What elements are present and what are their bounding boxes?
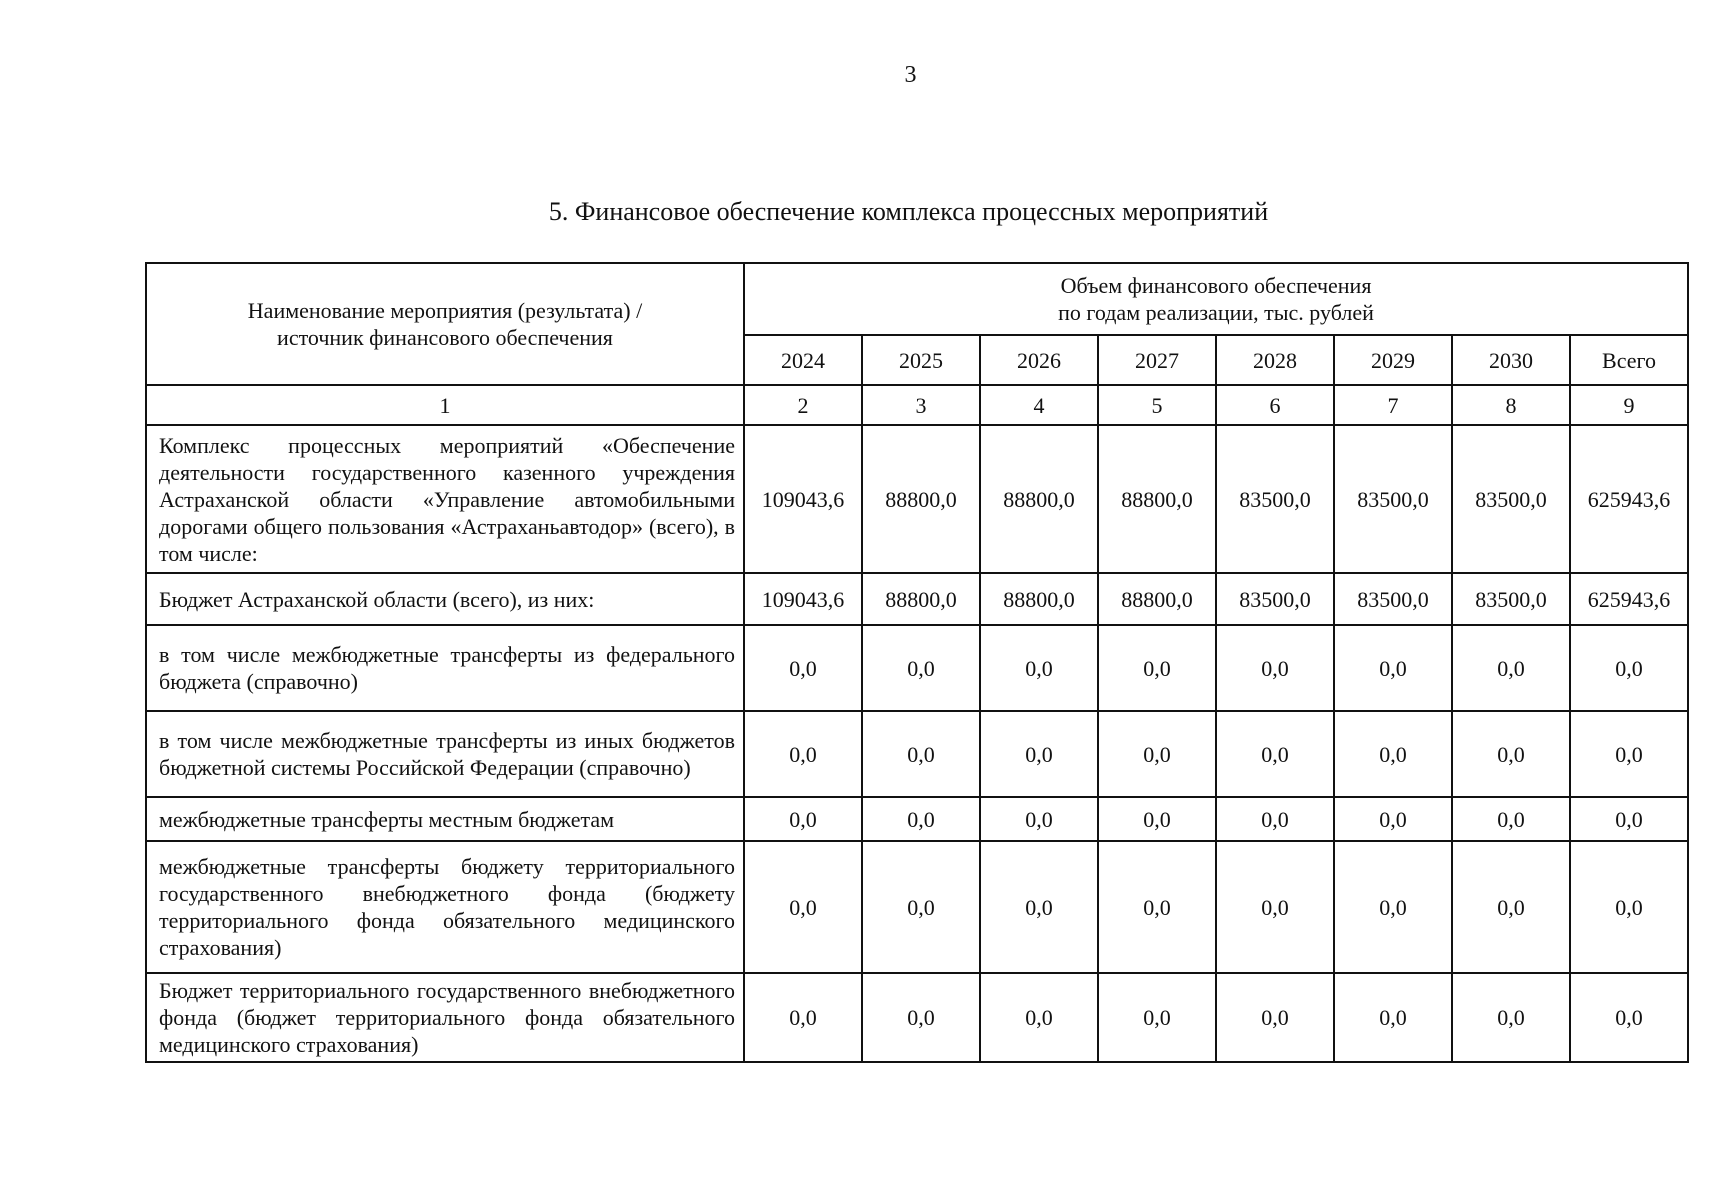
row-total: 625943,6: [1570, 425, 1688, 573]
row-value: 88800,0: [862, 573, 980, 625]
row-value: 0,0: [1216, 625, 1334, 711]
table-row: [146, 573, 1688, 625]
row-value: 0,0: [1452, 841, 1570, 973]
row-name: в том числе межбюджетные трансферты из иных бюджетов бюджетной системы Российской Федерации (справочно): [146, 711, 744, 797]
row-value: 88800,0: [1098, 573, 1216, 625]
row-value: 0,0: [862, 797, 980, 841]
row-total: 0,0: [1570, 973, 1688, 1062]
row-value: 0,0: [980, 625, 1098, 711]
row-value: 109043,6: [744, 573, 862, 625]
row-value: 0,0: [862, 841, 980, 973]
volume-header-line2: по годам реализации, тыс. рублей: [1058, 300, 1374, 325]
row-value: 0,0: [980, 841, 1098, 973]
row-value: 0,0: [862, 711, 980, 797]
row-value: 0,0: [744, 797, 862, 841]
table-row: [146, 425, 1688, 573]
row-value: 83500,0: [1334, 425, 1452, 573]
table-row: [146, 973, 1688, 1062]
year-header: 2027: [1098, 335, 1216, 385]
table-row: [146, 625, 1688, 711]
row-value: 0,0: [1452, 625, 1570, 711]
year-header: 2026: [980, 335, 1098, 385]
row-value: 83500,0: [1216, 425, 1334, 573]
row-value: 83500,0: [1334, 573, 1452, 625]
row-value: 109043,6: [744, 425, 862, 573]
section-title: 5. Финансовое обеспечение комплекса процессных мероприятий: [548, 197, 1269, 226]
row-name: Бюджет Астраханской области (всего), из них:: [146, 573, 744, 625]
financing-table: [145, 262, 1689, 1063]
row-value: 0,0: [1098, 711, 1216, 797]
row-value: 0,0: [1334, 841, 1452, 973]
column-number: 9: [1570, 385, 1688, 425]
row-value: 0,0: [1334, 797, 1452, 841]
row-name: Комплекс процессных мероприятий «Обеспечение деятельности государственного казенного учреждения Астраханской области «Управление автомобильными дорогами общего пользования «Астраханьавтодор» (всего), в том числе:: [146, 425, 744, 573]
row-total: 625943,6: [1570, 573, 1688, 625]
row-value: 0,0: [1216, 711, 1334, 797]
year-header: 2030: [1452, 335, 1570, 385]
column-number: 6: [1216, 385, 1334, 425]
column-number: 8: [1452, 385, 1570, 425]
volume-column-header: [744, 263, 1688, 335]
column-number: 3: [862, 385, 980, 425]
row-value: 88800,0: [862, 425, 980, 573]
row-value: 0,0: [1216, 841, 1334, 973]
year-header: 2024: [744, 335, 862, 385]
row-value: 0,0: [1452, 973, 1570, 1062]
row-value: 0,0: [744, 973, 862, 1062]
row-value: 0,0: [1452, 711, 1570, 797]
name-column-header: Наименование мероприятия (результата) / источник финансового обеспечения: [146, 263, 744, 385]
total-header: Всего: [1570, 335, 1688, 385]
table-row: [146, 797, 1688, 841]
year-header: 2029: [1334, 335, 1452, 385]
row-value: 0,0: [1098, 625, 1216, 711]
row-value: 0,0: [980, 711, 1098, 797]
row-name: Бюджет территориального государственного внебюджетного фонда (бюджет территориального фонда обязательного медицинского страхования): [146, 973, 744, 1062]
row-value: 0,0: [1098, 797, 1216, 841]
row-value: 0,0: [1334, 625, 1452, 711]
year-header: 2028: [1216, 335, 1334, 385]
row-value: 0,0: [1452, 797, 1570, 841]
page-number: 3: [904, 62, 917, 88]
row-total: 0,0: [1570, 797, 1688, 841]
row-value: 0,0: [862, 625, 980, 711]
row-total: 0,0: [1570, 625, 1688, 711]
table-row: [146, 841, 1688, 973]
row-value: 0,0: [980, 797, 1098, 841]
row-value: 83500,0: [1216, 573, 1334, 625]
row-value: 88800,0: [980, 573, 1098, 625]
row-value: 0,0: [1334, 973, 1452, 1062]
volume-header-line1: Объем финансового обеспечения: [1060, 273, 1372, 298]
row-name: в том числе межбюджетные трансферты из федерального бюджета (справочно): [146, 625, 744, 711]
row-value: 0,0: [1098, 841, 1216, 973]
row-value: 0,0: [980, 973, 1098, 1062]
column-number: 4: [980, 385, 1098, 425]
row-value: 83500,0: [1452, 425, 1570, 573]
row-value: 0,0: [1216, 973, 1334, 1062]
column-numbers-row: [146, 385, 1688, 425]
row-value: 88800,0: [980, 425, 1098, 573]
column-number: 7: [1334, 385, 1452, 425]
row-value: 83500,0: [1452, 573, 1570, 625]
column-number: 2: [744, 385, 862, 425]
row-name: межбюджетные трансферты местным бюджетам: [146, 797, 744, 841]
row-value: 0,0: [1098, 973, 1216, 1062]
row-value: 0,0: [1216, 797, 1334, 841]
row-value: 0,0: [1334, 711, 1452, 797]
row-value: 88800,0: [1098, 425, 1216, 573]
row-value: 0,0: [862, 973, 980, 1062]
column-number: 5: [1098, 385, 1216, 425]
year-header: 2025: [862, 335, 980, 385]
row-total: 0,0: [1570, 711, 1688, 797]
row-value: 0,0: [744, 841, 862, 973]
row-name: межбюджетные трансферты бюджету территориального государственного внебюджетного фонда (бюджету территориального фонда обязательного медицинского страхования): [146, 841, 744, 973]
row-total: 0,0: [1570, 841, 1688, 973]
row-value: 0,0: [744, 625, 862, 711]
row-value: 0,0: [744, 711, 862, 797]
table-row: [146, 711, 1688, 797]
column-number: 1: [146, 385, 744, 425]
